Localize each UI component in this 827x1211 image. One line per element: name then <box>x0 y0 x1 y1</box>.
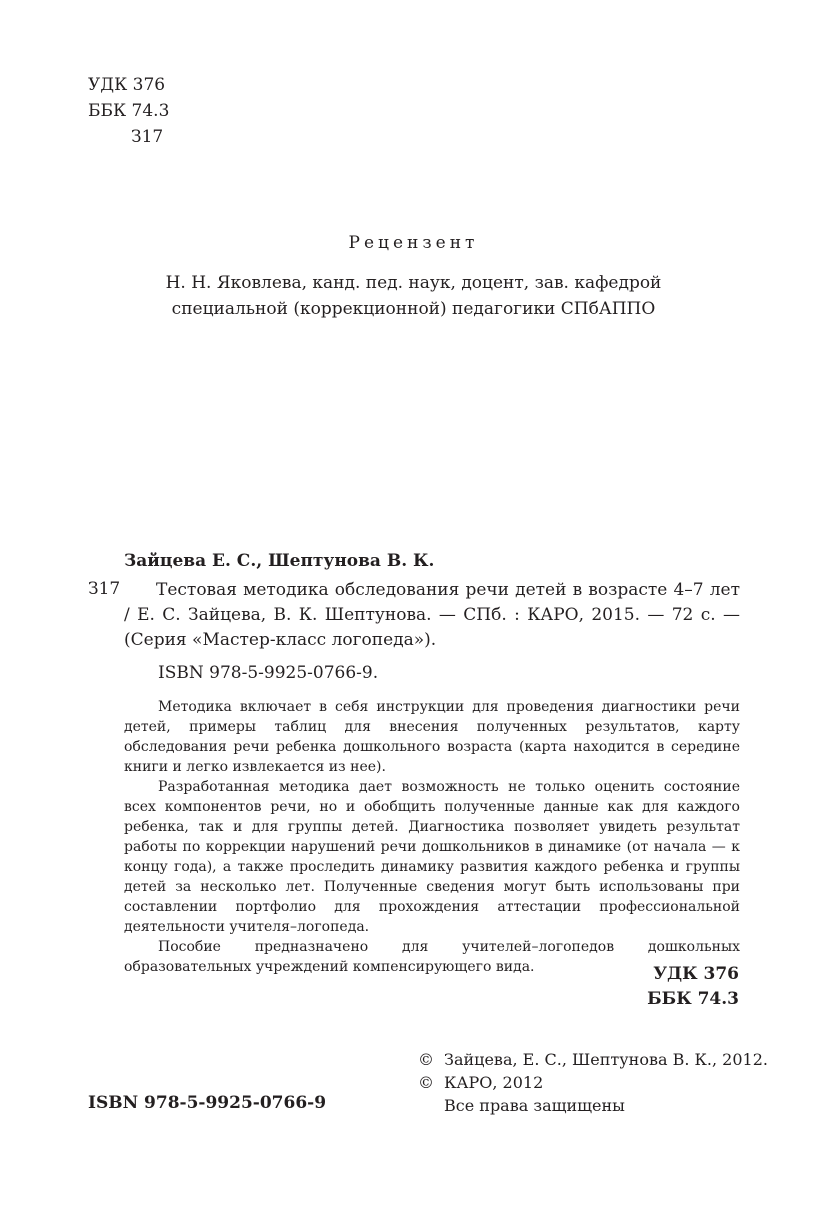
copyright-authors-text: Зайцева, Е. С., Шептунова В. К., 2012. <box>444 1050 768 1069</box>
bbk-code: ББК 74.3 <box>88 101 170 121</box>
abstract-paragraph-2: Разработанная методика дает возможность не только оценить состояние всех компонентов речи, но и обобщить полученные данные как для каждого ребенка, так и для группы детей. Диагностика позволяет увидеть результат работы по коррекции нарушений речи дошкольников в динамике (от начала — к концу года), а также проследить динамику развития каждого ребенка и группы детей за несколько лет. Полученные сведения могут быть использованы при составлении портфолио для прохождения аттестации профессиональной деятельности учителя–логопеда. <box>124 779 740 935</box>
bottom-bbk-code: ББК 74.3 <box>647 989 739 1009</box>
copyright-icon: © <box>418 1073 434 1092</box>
catalog-citation: Тестовая методика обследования речи детей в возрасте 4–7 лет / Е. С. Зайцева, В. К. Шептунова. — СПб. : КАРО, 2015. — 72 с. — (Серия «Мастер-класс логопеда»). <box>124 580 740 650</box>
copyright-authors <box>418 1048 768 1071</box>
catalog-isbn: ISBN 978-5-9925-0766-9. <box>158 663 379 683</box>
abstract-paragraph-1: Методика включает в себя инструкции для проведения диагностики речи детей, примеры таблиц для внесения полученных результатов, карту обследования речи ребенка дошкольного возраста (карта находится в середине книги и легко извлекается из нее). <box>124 699 740 775</box>
all-rights-reserved: Все права защищены <box>444 1096 625 1115</box>
author-mark: З17 <box>131 127 164 147</box>
bottom-classification-codes <box>647 962 739 1012</box>
isbn-bold: ISBN 978-5-9925-0766-9 <box>88 1093 327 1113</box>
copyright-block <box>418 1048 768 1117</box>
abstract-paragraph-3: Пособие предназначено для учителей–логопедов дошкольных образовательных учреждений компенсирующего вида. <box>124 939 740 975</box>
abstract <box>124 697 740 977</box>
copyright-icon: © <box>418 1050 434 1069</box>
udk-code: УДК 376 <box>88 75 166 95</box>
reviewer-line-1: Н. Н. Яковлева, канд. пед. наук, доцент, зав. кафедрой <box>165 273 662 293</box>
copyright-publisher <box>418 1071 768 1094</box>
bottom-udk-code: УДК 376 <box>653 964 739 984</box>
reviewer-line-2: специальной (коррекционной) педагогики СПбАППО <box>171 299 656 319</box>
reviewer-info <box>120 270 707 322</box>
top-classification-codes <box>88 72 169 150</box>
copyright-publisher-text: КАРО, 2012 <box>444 1073 544 1092</box>
catalog-authors: Зайцева Е. С., Шептунова В. К. <box>124 551 435 571</box>
catalog-author-mark: З17 <box>88 579 121 599</box>
reviewer-heading: Рецензент <box>348 233 479 253</box>
